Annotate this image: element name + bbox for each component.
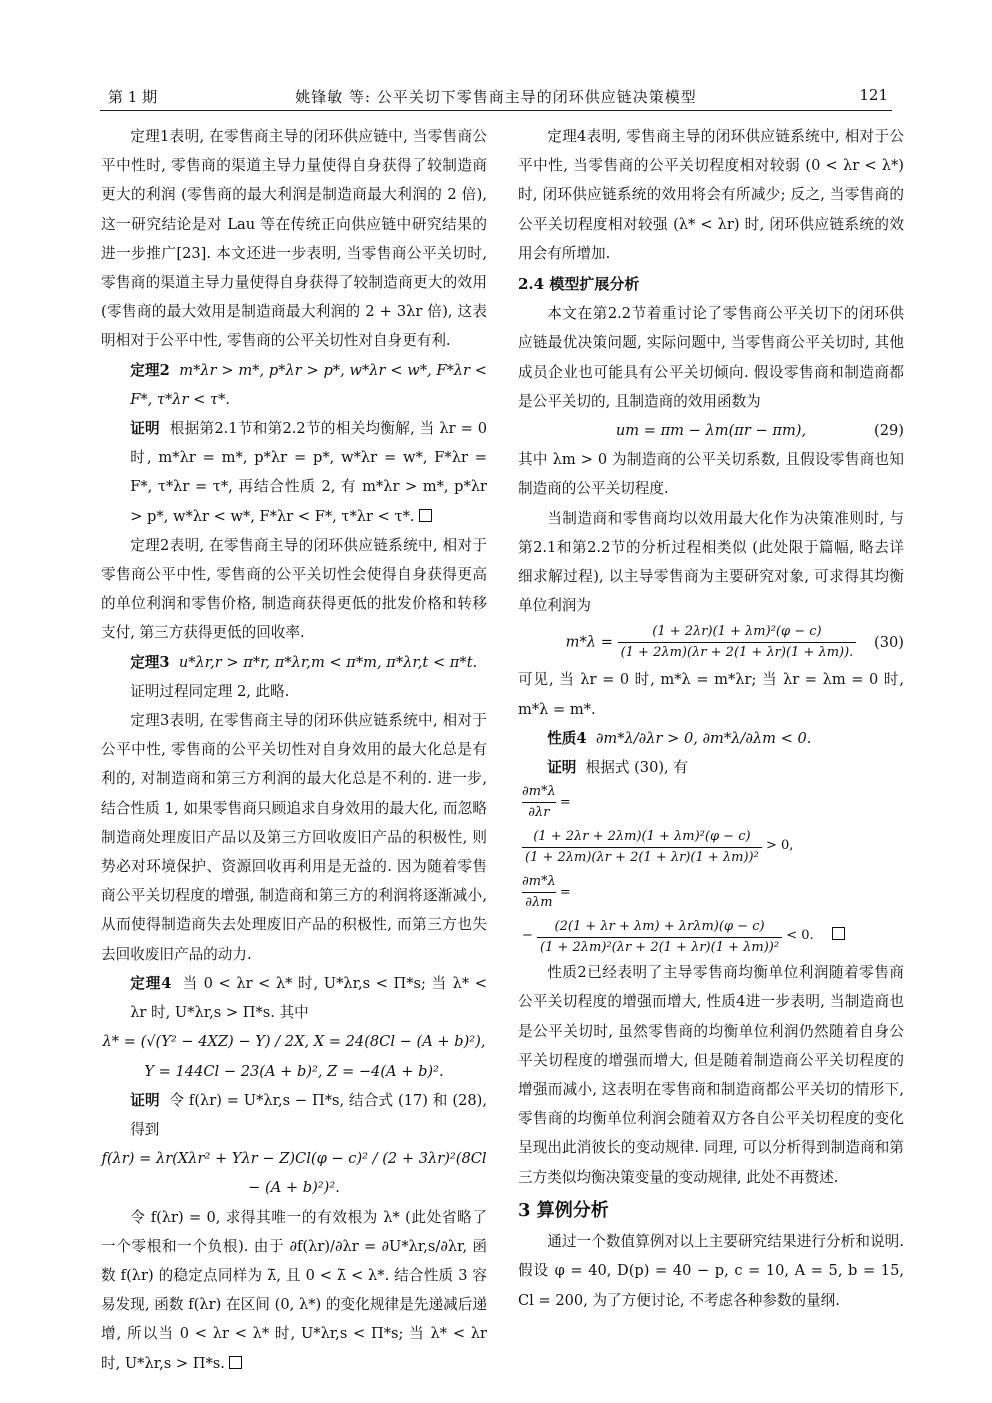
- equation-f: f(λr) = λr(Xλr² + Yλr − Z)Cl(φ − c)² / (2 + 3λr)²(8Cl − (A + b)²)².: [101, 1150, 487, 1197]
- derivative-r: $\frac{\partial m*\lambda}{\partial\lambda r}$ = $\frac{\text{(1 + 2λr + 2λm)(1 + λm)²(φ − c)}}{\text{(1 + 2λm)(λr + 2(1 + λr)(1 + λm))²}}$ > 0,: [518, 782, 904, 868]
- theorem-label: 定理2: [130, 361, 170, 379]
- running-header: [100, 82, 892, 111]
- right-column: [518, 122, 904, 1315]
- theorem-statement: 当 0 < λr < λ* 时, U*λr,s < Π*s; 当 λ* < λr 时, U*λr,s > Π*s. 其中: [130, 974, 487, 1022]
- theorem-4: [101, 969, 487, 1027]
- derivative-bottom: ∂λm: [525, 895, 553, 911]
- paragraph: 通过一个数值算例对以上主要研究结果进行分析和说明. 假设 φ = 40, D(p) = 40 − p, c = 10, A = 5, b = 15, Cl = 200, 为了方便讨论, 不考虑各种参数的量纲.: [518, 1233, 904, 1309]
- derivative-lhs: [522, 782, 556, 823]
- fraction-numerator: (1 + 2λr)(1 + λm)²(φ − c): [618, 622, 857, 643]
- proof-text: 根据第2.1节和第2.2节的相关均衡解, 当 λr = 0 时, m*λr = m*, p*λr = p*, w*λr = w*, F*λr = F*, τ*λr = τ*, 再结合性质 2, 有 m*λr > m*, p*λr > p*, w*λr < w*, F*λr < F*, τ*λr < τ*.: [130, 420, 487, 525]
- theorem-label: 定理3: [130, 653, 170, 671]
- derivative-tail: > 0,: [765, 838, 794, 854]
- qed-icon: [229, 1356, 242, 1369]
- fraction-denominator: (1 + 2λm)²(λr + 2(1 + λr)(1 + λm))²: [540, 940, 780, 956]
- derivative-top: ∂m*λ: [522, 782, 556, 803]
- equation-lhs: m*λ =: [565, 633, 613, 651]
- paragraph: 定理2表明, 在零售商主导的闭环供应链系统中, 相对于零售商公平中性, 零售商的公平关切性会使得自身获得更高的单位利润和零售价格, 制造商获得更低的批发价格和转移支付, 第三方获得更低的回收率.: [101, 536, 487, 642]
- theorem-label: 定理4: [130, 974, 172, 992]
- fraction-numerator: (1 + 2λr + 2λm)(1 + λm)²(φ − c): [522, 827, 762, 848]
- proof-text: 令 f(λr) = 0, 求得其唯一的有效根为 λ* (此处省略了一个零根和一个负根). 由于 ∂f(λr)/∂λr = ∂U*λr,s/∂λr, 函数 f(λr) 的稳定点同样为 λ̄, 且 0 < λ̄ < λ*. 结合性质 3 容易发现, 函数 f(λr) 在区间 (0, λ*) 的变化规律是先递减后递增, 所以当 0 < λr < λ* 时, U*λr,s < Π*s; 当 λ* < λr 时, U*λr,s > Π*s.: [101, 1208, 487, 1372]
- equation-body: um = πm − λm(πr − πm),: [615, 422, 807, 440]
- left-column: [101, 122, 487, 1378]
- section-heading: 3 算例分析: [518, 1199, 609, 1221]
- equation-y-z: Y = 144Cl − 23(A + b)², Z = −4(A + b)².: [144, 1062, 444, 1080]
- equation-30: [518, 620, 904, 665]
- derivative-lhs: [522, 872, 556, 913]
- equation-number: (29): [874, 422, 904, 440]
- equation-fraction: [618, 622, 857, 663]
- proof-2: [101, 414, 487, 531]
- theorem-statement: m*λr > m*, p*λr > p*, w*λr < w*, F*λr < F*, τ*λr < τ*.: [130, 361, 488, 408]
- fraction-denominator: (1 + 2λm)(λr + 2(1 + λr)(1 + λm))²: [525, 850, 759, 866]
- proof: [518, 753, 904, 782]
- theorem-2: [101, 356, 487, 414]
- equation-29: [518, 416, 904, 445]
- fraction-numerator: (2(1 + λr + λm) + λrλm)(φ − c): [537, 917, 782, 938]
- fraction-denominator: (1 + 2λm)(λr + 2(1 + λr)(1 + λm)).: [620, 645, 854, 661]
- property-label: 性质4: [547, 729, 587, 747]
- property-statement: ∂m*λ/∂λr > 0, ∂m*λ/∂λm < 0.: [595, 729, 812, 747]
- paragraph: 其中 λm > 0 为制造商的公平关切系数, 且假设零售商也知制造商的公平关切程度.: [518, 451, 904, 498]
- paragraph: [101, 1203, 487, 1378]
- paragraph: 定理1表明, 在零售商主导的闭环供应链中, 当零售商公平中性时, 零售商的渠道主导力量使得自身获得了较制造商更大的利润 (零售商的最大利润是制造商最大利润的 2 倍), 这一研究结论是对 Lau 等在传统正向供应链中研究结果的进一步推广[23]. 本文还进一步表明, 当零售商公平关切时, 零售商的渠道主导力量使得自身获得了较制造商更大的效用 (零售商的最大效用是制造商最大利润的 2 + 3λr 倍), 这表明相对于公平中性, 零售商的公平关切性对自身更有利.: [101, 128, 487, 350]
- paragraph: 当制造商和零售商均以效用最大化作为决策准则时, 与第2.1和第2.2节的分析过程相类似 (此处限于篇幅, 略去详细求解过程), 以主导零售商为主要研究对象, 可求得其均衡单位利润为: [518, 509, 904, 615]
- theorem-3: [101, 648, 487, 677]
- derivative-tail: < 0.: [786, 928, 814, 944]
- paragraph: 定理3表明, 在零售商主导的闭环供应链系统中, 相对于公平中性, 零售商的公平关切性对自身效用的最大化总是有利的, 对制造商和第三方利润的最大化总是不利的. 进一步, 结合性质 1, 如果零售商只顾追求自身效用的最大化, 而忽略制造商处理废旧产品以及第三方回收废旧产品的积极性, 则势必对环境保护、资源回收再利用是无益的. 因为随着零售商公平关切程度的增强, 制造商和第三方的利润将逐渐减小, 从而使得制造商失去处理废旧产品的积极性, 而第三方也失去回收废旧产品的动力.: [101, 712, 487, 963]
- proof-label: 证明: [130, 1091, 160, 1109]
- equation-lambda-star: λ* = (√(Y² − 4XZ) − Y) / 2X, X = 24(8Cl − (A + b)²),: [102, 1033, 486, 1051]
- derivative-bottom: ∂λr: [528, 805, 550, 821]
- proof-4: [101, 1086, 487, 1144]
- qed-icon: [419, 509, 432, 522]
- derivative-fraction: [522, 827, 762, 868]
- derivative-top: ∂m*λ: [522, 872, 556, 893]
- page-number: 121: [859, 86, 888, 104]
- equation-number: (30): [874, 634, 904, 652]
- theorem-statement: u*λr,r > π*r, π*λr,m < π*m, π*λr,t < π*t.: [178, 653, 478, 671]
- paragraph: 可见, 当 λr = 0 时, m*λ = m*λr; 当 λr = λm = 0 时, m*λ = m*.: [518, 671, 904, 718]
- derivative-fraction: [537, 917, 782, 958]
- section-heading: 2.4 模型扩展分析: [518, 275, 640, 294]
- paragraph: 性质2已经表明了主导零售商均衡单位利润随着零售商公平关切程度的增强而增大, 性质4进一步表明, 当制造商也是公平关切时, 虽然零售商的均衡单位利润仍然随着自身公平关切程度的增强而增大, 但是随着制造商公平关切程度的增强而减小, 这表明在零售商和制造商都公平关切的情形下, 零售商的均衡单位利润会随着双方各自公平关切程度的变化呈现出此消彼长的变动规律. 同理, 可以分析得到制造商和第三方类似均衡决策变量的变动规律, 此处不再赘述.: [518, 964, 904, 1186]
- proof-label: 证明: [547, 759, 577, 777]
- derivative-m: $\frac{\partial m*\lambda}{\partial\lambda m}$ = − $\frac{\text{(2(1 + λr + λm) + λrλm)(φ − c)}}{\text{(1 + 2λm)²(λr + 2(1 + λr)(1 + λm))²}}$ < 0.: [518, 872, 904, 958]
- issue-number: 第 1 期: [108, 88, 158, 106]
- paragraph: 定理4表明, 零售商主导的闭环供应链系统中, 相对于公平中性, 当零售商的公平关切程度相对较弱 (0 < λr < λ*) 时, 闭环供应链系统的效用将会有所减少; 反之, 当零售商的公平关切程度相对较强 (λ* < λr) 时, 闭环供应链系统的效用会有所增加.: [518, 128, 904, 262]
- proof-label: 证明: [130, 420, 160, 438]
- proof-text: 根据式 (30), 有: [585, 759, 688, 777]
- proof-3: 证明过程同定理 2, 此略.: [130, 682, 290, 700]
- running-title: 姚锋敏 等: 公平关切下零售商主导的闭环供应链决策模型: [295, 88, 697, 106]
- property-4: [518, 724, 904, 753]
- paragraph: 本文在第2.2节着重讨论了零售商公平关切下的闭环供应链最优决策问题, 实际问题中, 当零售商公平关切时, 其他成员企业也可能具有公平关切倾向. 假设零售商和制造商都是公平关切的, 且制造商的效用函数为: [518, 305, 904, 410]
- proof-text: 令 f(λr) = U*λr,s − Π*s, 结合式 (17) 和 (28), 得到: [130, 1091, 487, 1138]
- qed-icon: [832, 927, 845, 940]
